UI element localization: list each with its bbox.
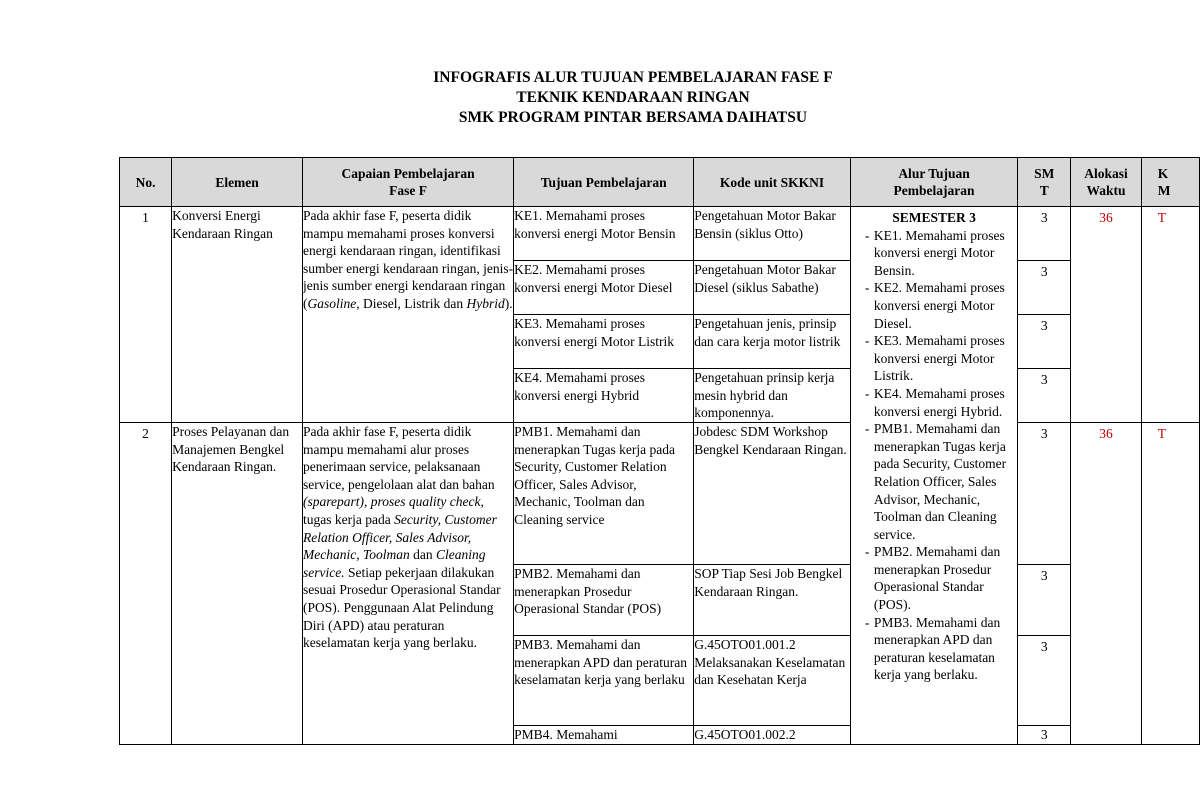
alur-item: - KE2. Memahami proses konversi energi Motor Diesel. (851, 279, 1017, 332)
elemen-cell: Proses Pelayanan dan Manajemen Bengkel Kendaraan Ringan. (172, 423, 303, 745)
capaian-text: Pada akhir fase F, peserta didik mampu memahami proses konversi energi kendaraan ringan, identifikasi sumber energi kendaraan ringan, jenis-jenis sumber energi kendaraan ringan ( (303, 208, 514, 311)
capaian-cell (303, 207, 514, 423)
kode-cell: Pengetahuan prinsip kerja mesin hybrid dan komponennya. (694, 369, 851, 423)
capaian-italic: (sparepart), proses quality check, (303, 494, 484, 510)
smt-cell: 3 (1018, 423, 1071, 565)
header-elemen: Elemen (172, 158, 303, 207)
title-line-3: SMK PROGRAM PINTAR BERSAMA DAIHATSU (458, 109, 808, 126)
tujuan-cell: KE4. Memahami proses konversi energi Hybrid (514, 369, 694, 423)
alur-cell (850, 207, 1017, 745)
header-k-line2: M (1157, 183, 1171, 198)
header-k (1141, 158, 1199, 207)
capaian-italic: Gasoline (307, 295, 357, 311)
capaian-text: tugas kerja pada (303, 511, 395, 527)
alur-semester-heading: SEMESTER 3 (892, 210, 976, 225)
header-alur-line1: Alur Tujuan (898, 166, 970, 181)
capaian-italic: Cleaning service. (303, 547, 486, 580)
alur-item: - KE4. Memahami proses konversi energi Hybrid. (851, 385, 1017, 420)
capaian-cell (303, 423, 514, 745)
k-cell: T (1141, 207, 1199, 423)
table-header-row (120, 158, 1200, 207)
table-row (120, 423, 1200, 565)
header-alur (850, 158, 1017, 207)
alur-item: - KE3. Memahami proses konversi energi Motor Listrik. (851, 332, 1017, 385)
header-no: No. (120, 158, 172, 207)
header-kode-skkni: Kode unit SKKNI (694, 158, 851, 207)
header-tujuan: Tujuan Pembelajaran (514, 158, 694, 207)
smt-cell: 3 (1018, 636, 1071, 726)
capaian-italic: Hybrid (466, 295, 505, 311)
kode-cell: Pengetahuan Motor Bakar Diesel (siklus Sabathe) (694, 261, 851, 315)
capaian-text: Pada akhir fase F, peserta didik mampu memahami alur proses penerimaan service, pelaksanaan service, pengelolaan alat dan bahan (303, 424, 495, 492)
kode-cell: SOP Tiap Sesi Job Bengkel Kendaraan Ringan. (694, 565, 851, 636)
header-alokasi-line2: Waktu (1086, 183, 1126, 198)
header-smt-line2: T (1039, 183, 1049, 198)
kode-cell: Jobdesc SDM Workshop Bengkel Kendaraan Ringan. (694, 423, 851, 565)
smt-cell: 3 (1018, 315, 1071, 369)
row-number: 2 (120, 423, 172, 745)
capaian-text: Setiap pekerjaan dilakukan sesuai Prosedur Operasional Standar (POS). Penggunaan Alat Pelindung Diri (APD) atau peraturan keselamatan kerja yang berlaku. (303, 564, 501, 651)
tujuan-cell: KE3. Memahami proses konversi energi Motor Listrik (514, 315, 694, 369)
capaian-italic: Security, Customer Relation Officer, Sales Advisor, Mechanic, Toolman (303, 511, 497, 563)
header-alokasi-line1: Alokasi (1084, 166, 1128, 181)
table-row (120, 207, 1200, 261)
kode-cell: G.45OTO01.002.2 (694, 726, 851, 745)
tujuan-cell: PMB4. Memahami (514, 726, 694, 745)
smt-cell: 3 (1018, 565, 1071, 636)
capaian-text: , Diesel, Listrik dan (356, 295, 467, 311)
smt-cell: 3 (1018, 261, 1071, 315)
alur-item: - PMB1. Memahami dan menerapkan Tugas kerja pada Security, Customer Relation Officer, Sales Advisor, Mechanic, Toolman dan Cleaning service. (851, 420, 1017, 543)
alur-item: - PMB3. Memahami dan menerapkan APD dan peraturan keselamatan kerja yang berlaku. (851, 614, 1017, 684)
header-alur-line2: Pembelajaran (893, 183, 975, 198)
header-k-line1: K (1157, 166, 1169, 181)
header-capaian-line1: Capaian Pembelajaran (341, 166, 475, 181)
alokasi-waktu-cell: 36 (1071, 423, 1141, 745)
header-capaian (303, 158, 514, 207)
header-alokasi (1071, 158, 1141, 207)
tujuan-cell: KE2. Memahami proses konversi energi Motor Diesel (514, 261, 694, 315)
tujuan-cell: PMB1. Memahami dan menerapkan Tugas kerja pada Security, Customer Relation Officer, Sales Advisor, Mechanic, Toolman dan Cleaning service (514, 423, 694, 565)
tujuan-cell: PMB2. Memahami dan menerapkan Prosedur Operasional Standar (POS) (514, 565, 694, 636)
learning-flow-table (119, 157, 1200, 745)
alokasi-waktu-cell: 36 (1071, 207, 1141, 423)
alur-list (851, 227, 1017, 684)
capaian-text: dan (409, 547, 437, 563)
k-cell: T (1141, 423, 1199, 745)
alur-item: - KE1. Memahami proses konversi energi Motor Bensin. (851, 227, 1017, 280)
kode-cell: Pengetahuan jenis, prinsip dan cara kerja motor listrik (694, 315, 851, 369)
kode-cell: G.45OTO01.001.2 Melaksanakan Keselamatan dan Kesehatan Kerja (694, 636, 851, 726)
kode-cell: Pengetahuan Motor Bakar Bensin (siklus Otto) (694, 207, 851, 261)
smt-cell: 3 (1018, 369, 1071, 423)
tujuan-cell: KE1. Memahami proses konversi energi Motor Bensin (514, 207, 694, 261)
document-title (0, 68, 1200, 128)
elemen-cell: Konversi Energi Kendaraan Ringan (172, 207, 303, 423)
row-number: 1 (120, 207, 172, 423)
header-smt (1018, 158, 1071, 207)
tujuan-cell: PMB3. Memahami dan menerapkan APD dan peraturan keselamatan kerja yang berlaku (514, 636, 694, 726)
smt-cell: 3 (1018, 726, 1071, 745)
capaian-text: ). (504, 295, 513, 311)
header-capaian-line2: Fase F (389, 183, 428, 198)
title-line-1: INFOGRAFIS ALUR TUJUAN PEMBELAJARAN FASE F (433, 69, 833, 86)
header-smt-line1: SM (1034, 166, 1055, 181)
smt-cell: 3 (1018, 207, 1071, 261)
alur-item: - PMB2. Memahami dan menerapkan Prosedur Operasional Standar (POS). (851, 543, 1017, 613)
title-line-2: TEKNIK KENDARAAN RINGAN (516, 89, 750, 106)
